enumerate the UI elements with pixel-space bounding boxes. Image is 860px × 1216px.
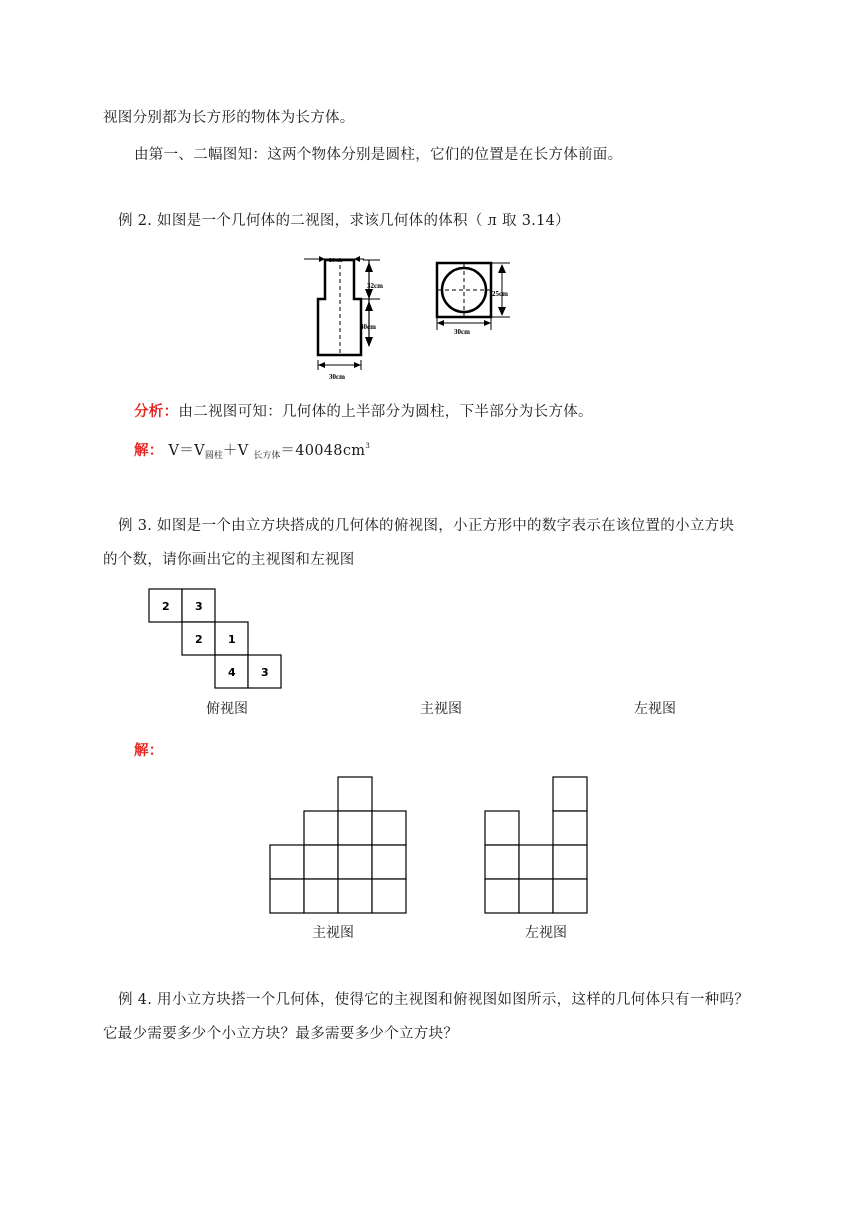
example-3-question-line-1: 例 3. 如图是一个由立方块搭成的几何体的俯视图，小正方形中的数字表示在该位置的小立方块	[118, 518, 735, 534]
dim-label: 30cm	[329, 373, 345, 381]
formula-result: ＝40048cm	[280, 443, 366, 459]
label-top-view: 俯视图	[206, 701, 248, 717]
formula-plus: ＋V	[222, 443, 249, 459]
cell-number: 4	[228, 666, 236, 679]
label-left-view: 左视图	[634, 701, 676, 717]
dim-label: 40cm	[360, 323, 376, 331]
cell-number: 2	[162, 600, 170, 613]
formula-v: V＝V	[168, 443, 205, 459]
formula-sub-cuboid: 长方体	[253, 451, 281, 461]
cell-number: 2	[195, 633, 203, 646]
top-view-grid	[148, 588, 288, 696]
answer-label-front-view: 主视图	[312, 925, 354, 941]
cell-number: 3	[195, 600, 203, 613]
example-2-solution	[134, 441, 370, 463]
answer-left-view-grid	[485, 777, 595, 917]
example-2-analysis	[134, 402, 593, 422]
solution-label: 解：	[134, 443, 164, 459]
example-2-front-view-figure	[300, 250, 410, 380]
example-4-line-1: 例 4. 用小立方块搭一个几何体，使得它的主视图和俯视图如图所示，这样的几何体只有一种吗？	[118, 992, 750, 1008]
analysis-text: 由二视图可知：几何体的上半部分为圆柱，下半部分为长方体。	[178, 404, 593, 420]
dim-label: 32cm	[367, 282, 383, 290]
analysis-label: 分析：	[134, 404, 179, 420]
example-3-solution-label: 解：	[134, 743, 164, 759]
example-3-question-line-2: 的个数，请你画出它的主视图和左视图	[103, 552, 355, 568]
label-front-view: 主视图	[420, 701, 462, 717]
dim-label: 25cm	[492, 290, 508, 298]
example-2-top-view-figure	[432, 258, 522, 338]
cell-number: 1	[228, 633, 236, 646]
formula-exponent: 3	[365, 442, 371, 450]
paragraph-2: 由第一、二幅图知：这两个物体分别是圆柱，它们的位置是在长方体前面。	[134, 147, 623, 163]
formula-sub-cylinder: 圆柱	[204, 451, 223, 461]
example-2-question: 例 2. 如图是一个几何体的二视图，求该几何体的体积（ л 取 3.14）	[118, 213, 570, 229]
answer-front-view-grid	[270, 777, 410, 917]
dim-label: 20cm	[329, 258, 343, 264]
paragraph-1: 视图分别都为长方形的物体为长方体。	[103, 110, 355, 126]
cell-number: 3	[261, 666, 269, 679]
dim-label: 30cm	[454, 328, 470, 336]
answer-label-left-view: 左视图	[525, 925, 567, 941]
example-4-line-2: 它最少需要多少个小立方块？最多需要多少个立方块？	[103, 1026, 459, 1042]
